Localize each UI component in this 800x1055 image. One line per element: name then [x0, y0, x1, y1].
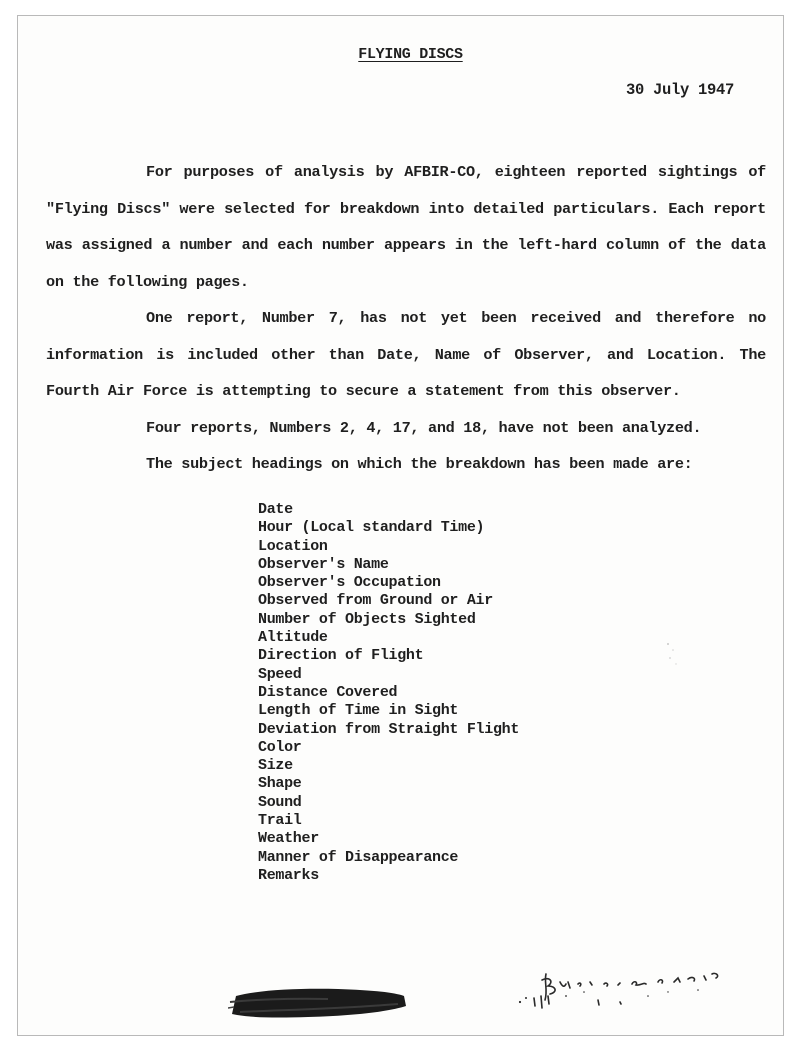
document-date: 30 July 1947 [626, 81, 735, 99]
subject-headings-list [258, 501, 519, 885]
scan-speck-mark [664, 638, 684, 668]
list-item: Observed from Ground or Air [258, 592, 493, 610]
list-item: Observer's Name [258, 555, 389, 573]
document-page [17, 15, 784, 1036]
list-item: Deviation from Straight Flight [258, 720, 520, 738]
list-item: Altitude [258, 629, 328, 647]
list-item: Size [258, 757, 293, 775]
handwritten-signature [508, 952, 738, 1012]
list-item: Length of Time in Sight [258, 702, 459, 720]
paragraph-headings-intro: The subject headings on which the breakdown has been made are: [146, 455, 693, 473]
list-item: Date [258, 501, 293, 518]
body-text [46, 154, 766, 483]
paragraph-analysis: For purposes of analysis by AFBIR-CO, eighteen reported sightings of "Flying Discs" were selected for breakdown into detailed particulars. Each report was assigned a number and each number appears in the left-hard column of the data on the following pages. [46, 163, 766, 291]
list-item: Weather [258, 830, 319, 848]
list-item: Observer's Occupation [258, 574, 441, 592]
list-item: Distance Covered [258, 683, 398, 701]
paragraph-report-seven: One report, Number 7, has not yet been received and therefore no information is included other than Date, Name of Observer, and Location. The Fourth Air Force is attempting to secure a statement from this observer. [46, 309, 766, 400]
list-item: Remarks [258, 866, 319, 884]
paragraph-not-analyzed: Four reports, Numbers 2, 4, 17, and 18, have not been analyzed. [146, 418, 702, 437]
list-item: Color [258, 738, 302, 756]
list-item: Manner of Disappearance [258, 848, 459, 866]
list-item: Speed [258, 665, 302, 683]
document-title: FLYING DISCS [358, 46, 463, 63]
list-item: Shape [258, 775, 302, 793]
list-item: Trail [258, 812, 302, 830]
redaction-mark [228, 984, 408, 1022]
list-item: Location [258, 537, 328, 555]
list-item: Direction of Flight [258, 647, 424, 665]
list-item: Hour (Local standard Time) [258, 519, 485, 537]
list-item: Number of Objects Sighted [258, 610, 476, 628]
list-item: Sound [258, 793, 302, 811]
